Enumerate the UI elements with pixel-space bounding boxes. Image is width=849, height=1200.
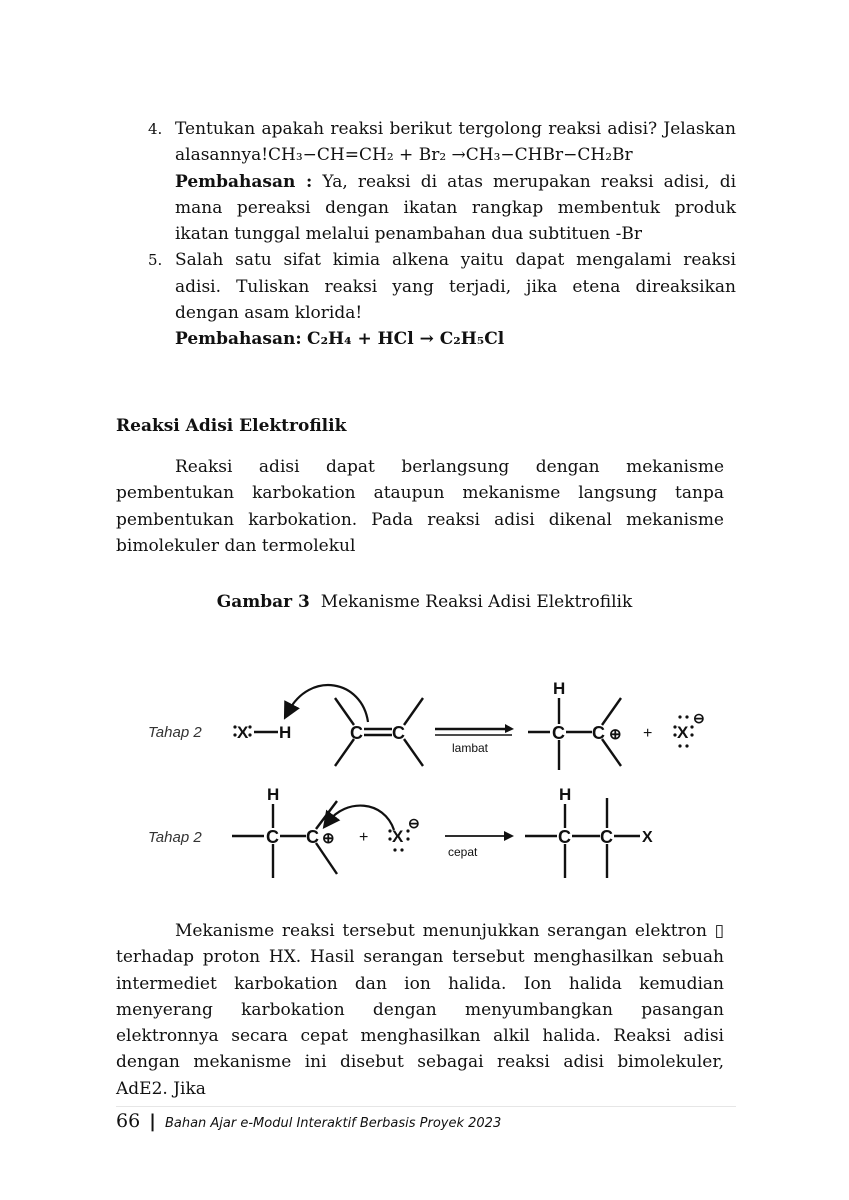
bond bbox=[335, 698, 354, 725]
paragraph-mechanism: Mekanisme reaksi tersebut menunjukkan serangan elektron ▯ terhadap proton HX. Hasil serangan tersebut menghasilkan sebuah intermediet karbokation dan ion halida. Ion halida kemudian menyerang karbokation dengan menyumbangkan pasangan elektronnya secara cepat menghasilkan alkil halida. Reaksi adisi dengan mekanisme ini disebut sebagai reaksi adisi bimolekuler, AdE2. Jika bbox=[116, 921, 724, 1099]
exercise-question: Salah satu sifat kimia alkena yaitu dapat mengalami reaksi adisi. Tuliskan reaksi yang terjadi, jika etena direaksikan dengan asam klorida! bbox=[175, 250, 736, 324]
bond bbox=[316, 843, 337, 874]
curved-arrow-icon bbox=[288, 685, 368, 722]
arrowhead-icon bbox=[504, 831, 514, 841]
footer-divider bbox=[116, 1106, 736, 1107]
atom-h: H bbox=[279, 723, 292, 742]
answer-text: Ya, reaksi di atas merupakan reaksi adisi, di mana pereaksi dengan ikatan rangkap membentuk produk ikatan tunggal melalui penambahan dua subtituen -Br bbox=[175, 171, 737, 245]
exercise-number: 4. bbox=[148, 120, 163, 138]
exercise-item-5 bbox=[116, 247, 736, 352]
atom-x: X bbox=[677, 723, 689, 742]
atom-x: X bbox=[237, 723, 249, 742]
step1-label: Tahap 2 bbox=[148, 724, 202, 741]
figure-caption-text: Mekanisme Reaksi Adisi Elektrofilik bbox=[320, 592, 633, 612]
answer-label: Pembahasan: bbox=[175, 329, 302, 350]
atom-c: C bbox=[592, 723, 605, 743]
figure-caption-label: Gambar 3 bbox=[216, 592, 310, 612]
page-footer bbox=[116, 1110, 501, 1132]
paragraph-intro: Reaksi adisi dapat berlangsung dengan mekanisme pembentukan karbokation ataupun mekanisme langsung tanpa pembentukan karbokation. Pada reaksi adisi dikenal mekanisme bimolekuler dan termolekul bbox=[116, 457, 724, 556]
arrow-label-fast: cepat bbox=[448, 845, 478, 859]
section-title: Reaksi Adisi Elektrofilik bbox=[116, 416, 347, 436]
atom-x: X bbox=[642, 829, 653, 846]
exercise-question: Tentukan apakah reaksi berikut tergolong reaksi adisi? Jelaskan alasannya!CH₃−CH=CH₂ + Br₂ →CH₃−CHBr−CH₂Br bbox=[175, 119, 736, 166]
atom-h: H bbox=[553, 679, 566, 698]
footer-separator: | bbox=[149, 1111, 156, 1132]
bond bbox=[404, 739, 423, 766]
atom-x: X bbox=[392, 827, 404, 846]
positive-charge-icon: ⊕ bbox=[322, 830, 335, 847]
atom-c: C bbox=[552, 723, 565, 743]
negative-charge-icon: ⊖ bbox=[408, 815, 420, 831]
page-number: 66 bbox=[116, 1110, 141, 1132]
atom-c: C bbox=[392, 723, 405, 743]
answer-text: C₂H₄ + HCl → C₂H₅Cl bbox=[307, 329, 505, 350]
bond bbox=[404, 698, 423, 725]
footer-title: Bahan Ajar e-Modul Interaktif Berbasis Proyek 2023 bbox=[164, 1116, 502, 1131]
atom-h: H bbox=[559, 785, 572, 804]
answer-label: Pembahasan : bbox=[175, 171, 313, 192]
mechanism-figure bbox=[140, 670, 720, 895]
exercise-number: 5. bbox=[148, 251, 163, 270]
bond bbox=[602, 739, 621, 766]
atom-c: C bbox=[350, 723, 363, 743]
plus-sign: + bbox=[643, 725, 653, 742]
curved-arrow-icon bbox=[328, 806, 394, 830]
exercise-item-4 bbox=[116, 116, 736, 247]
plus-sign: + bbox=[359, 829, 369, 846]
bond bbox=[602, 698, 621, 725]
atom-h: H bbox=[267, 785, 280, 804]
positive-charge-icon: ⊕ bbox=[609, 726, 622, 743]
atom-c: C bbox=[600, 827, 613, 847]
atom-c: C bbox=[558, 827, 571, 847]
atom-c: C bbox=[306, 827, 319, 847]
step2-label: Tahap 2 bbox=[148, 829, 202, 846]
arrow-label-slow: lambat bbox=[452, 741, 489, 755]
figure-caption bbox=[0, 592, 849, 612]
arrowhead-icon bbox=[505, 724, 514, 733]
negative-charge-icon: ⊖ bbox=[693, 710, 705, 726]
bond bbox=[335, 739, 354, 766]
atom-c: C bbox=[266, 827, 279, 847]
exercise-list bbox=[116, 116, 736, 353]
